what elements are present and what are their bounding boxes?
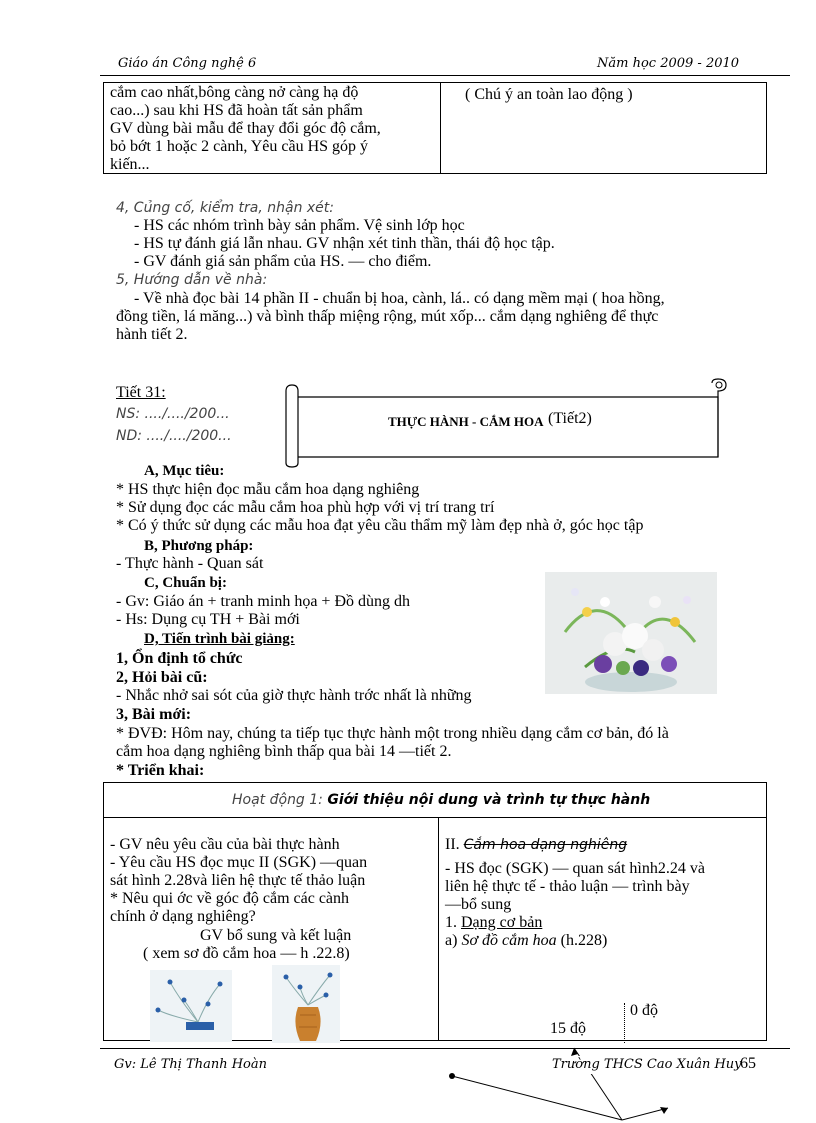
section-b-line: - Thực hành - Quan sát — [116, 555, 264, 572]
activity-right-line-2: liên hệ thực tế - thảo luận — trình bày — [445, 878, 690, 895]
top-table-left-line-4: bỏ bớt 1 hoặc 2 cành, Yêu cầu HS góp ý — [110, 138, 369, 155]
top-table-left-line-5: kiến... — [110, 156, 150, 173]
footer-left: Gv: Lê Thị Thanh Hoàn — [114, 1057, 267, 1072]
section-d-item-3: 3, Bài mới: — [116, 706, 192, 723]
section-d-item-1: 1, Ổn định tổ chức — [116, 650, 243, 667]
angle-label-15: 15 độ — [550, 1020, 586, 1037]
section-5-line-3: hành tiết 2. — [116, 326, 188, 343]
section-4-line-1: - HS các nhóm trình bày sản phẩm. Vệ sinh lớp học — [134, 217, 465, 234]
activity-right-line-3: —bổ sung — [445, 896, 512, 913]
activity-left-line-3: sát hình 2.28và liên hệ thực tế thảo luận — [110, 872, 366, 889]
activity-left-line-2: - Yêu cầu HS đọc mục II (SGK) —quan — [110, 854, 368, 871]
top-table-divider — [440, 82, 441, 174]
section-4-line-3: - GV đánh giá sản phẩm của HS. — cho điểm. — [134, 253, 432, 270]
top-table-right-note: ( Chú ý an toàn lao động ) — [465, 86, 633, 103]
section-d-item-2-line: - Nhắc nhở sai sót của giờ thực hành trớc nhất là những — [116, 687, 472, 704]
section-c-title: C, Chuẩn bị: — [144, 575, 227, 591]
header-right: Năm học 2009 - 2010 — [597, 56, 740, 71]
activity-right-title — [445, 836, 627, 854]
section-b-title: B, Phương pháp: — [144, 538, 254, 554]
activity-left-conclusion-1: GV bổ sung và kết luận — [200, 927, 352, 944]
activity-left-line-4: * Nêu qui ớc về góc độ cắm các cành — [110, 890, 350, 907]
header-left: Giáo án Công nghệ 6 — [118, 56, 257, 71]
activity-right-title-num: II. — [445, 836, 460, 853]
activity-right-sub-2-text: Sơ đồ cắm hoa — [461, 932, 557, 949]
section-d-item-2: 2, Hỏi bài cũ: — [116, 669, 208, 686]
angle-zero-axis — [624, 1003, 625, 1043]
activity-left-conclusion-2: ( xem sơ đồ cắm hoa — h .22.8) — [143, 945, 350, 962]
section-5-line-2: đồng tiền, lá măng...) và bình thấp miệng rộng, mút xốp... cắm dạng nghiêng để thực — [116, 308, 659, 325]
section-a-line-3: * Có ý thức sử dụng các mẫu hoa đạt yêu cầu thẩm mỹ làm đẹp nhà ở, góc học tập — [116, 517, 644, 534]
dvd-line-2: cắm hoa dạng nghiêng bình thấp qua bài 14 —tiết 2. — [116, 743, 452, 760]
section-4-line-2: - HS tự đánh giá lẫn nhau. GV nhận xét tinh thần, thái độ học tập. — [134, 235, 555, 252]
section-d-title: D, Tiến trình bài giảng: — [144, 631, 295, 647]
activity-table-divider — [438, 817, 439, 1041]
top-table-left-line-1: cắm cao nhất,bông càng nở càng hạ độ — [110, 84, 359, 101]
activity-right-sub-2-ref: (h.228) — [560, 932, 608, 949]
banner-subtitle: (Tiết2) — [548, 410, 592, 427]
section-5-line-1: - Về nhà đọc bài 14 phần II - chuẩn bị hoa, cành, lá.. có dạng mềm mại ( hoa hồng, — [134, 290, 665, 307]
activity-header — [232, 791, 650, 809]
header-rule — [100, 75, 790, 76]
lesson-period: Tiết 31: — [116, 384, 166, 401]
angle-label-0: 0 độ — [630, 1002, 658, 1019]
section-c-line-1: - Gv: Giáo án + tranh minh họa + Đồ dùng dh — [116, 593, 410, 610]
banner-title: THỰC HÀNH - CẮM HOA — [388, 414, 544, 429]
page-number: 65 — [740, 1055, 756, 1072]
section-4-title: 4, Củng cố, kiểm tra, nhận xét: — [116, 200, 335, 216]
section-5-title: 5, Hướng dẫn về nhà: — [116, 272, 268, 288]
activity-header-main: Giới thiệu nội dung và trình tự thực hành — [327, 792, 651, 808]
trien-khai: * Triển khai: — [116, 762, 205, 779]
angle-diagram-lines — [440, 1040, 680, 1123]
lesson-ns: NS: ..../..../200... — [116, 406, 230, 422]
dvd-line-1: * ĐVĐ: Hôm nay, chúng ta tiếp tục thực hành một trong nhiều dạng cắm cơ bản, đó là — [116, 725, 669, 742]
activity-right-sub-2 — [445, 932, 607, 950]
activity-right-sub-1 — [445, 914, 542, 932]
activity-table-header-rule — [103, 817, 767, 818]
section-a-title: A, Mục tiêu: — [144, 463, 225, 479]
vase-illustration-tall — [272, 965, 340, 1043]
section-a-line-1: * HS thực hiện đọc mẫu cắm hoa dạng nghiêng — [116, 481, 420, 498]
activity-right-sub-1-text: Dạng cơ bản — [461, 914, 543, 931]
footer-right: Trường THCS Cao Xuân Huy — [552, 1057, 742, 1072]
activity-right-sub-1-num: 1. — [445, 914, 457, 931]
section-c-line-2: - Hs: Dụng cụ TH + Bài mới — [116, 611, 300, 628]
activity-right-line-1: - HS đọc (SGK) — quan sát hình2.24 và — [445, 860, 705, 877]
section-a-line-2: * Sử dụng đọc các mẫu cắm hoa phù hợp với vị trí trang trí — [116, 499, 495, 516]
activity-left-line-5: chính ở dạng nghiêng? — [110, 908, 256, 925]
activity-left-line-1: - GV nêu yêu cầu của bài thực hành — [110, 836, 340, 853]
lesson-nd: ND: ..../..../200... — [116, 428, 232, 444]
footer-rule — [100, 1048, 790, 1049]
vase-illustration-low — [150, 970, 232, 1042]
flower-arrangement-photo — [545, 572, 717, 694]
activity-right-sub-2-num: a) — [445, 932, 458, 949]
activity-header-prefix: Hoạt động 1: — [232, 792, 328, 808]
top-table-left-line-2: cao...) sau khi HS đã hoàn tất sản phẩm — [110, 102, 363, 119]
activity-right-title-text: Cắm hoa dạng nghiêng — [463, 837, 628, 853]
top-table-left-line-3: GV dùng bài mẫu để thay đổi góc độ cắm, — [110, 120, 381, 137]
